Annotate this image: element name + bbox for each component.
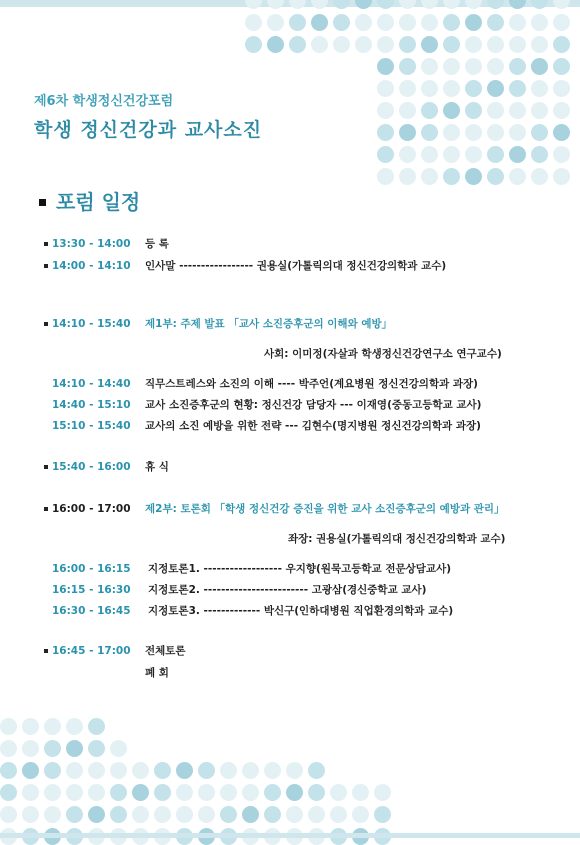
- decor-dot: [110, 762, 127, 779]
- decor-dot: [245, 36, 262, 53]
- decor-dot: [311, 14, 328, 31]
- decor-dot: [308, 784, 325, 801]
- decor-dot: [44, 806, 61, 823]
- row-time: 15:10 - 15:40: [52, 420, 131, 432]
- bottom-decor-bar: [0, 833, 580, 838]
- decor-dot: [245, 0, 262, 9]
- decor-dot: [0, 762, 17, 779]
- decor-dot: [264, 762, 281, 779]
- row-time: 14:10 - 14:40: [52, 378, 131, 390]
- decor-dot: [553, 80, 570, 97]
- decor-dot: [44, 740, 61, 757]
- decor-dot: [465, 168, 482, 185]
- decor-dot: [377, 168, 394, 185]
- decor-dot: [264, 784, 281, 801]
- decor-dot: [531, 58, 548, 75]
- decor-dot: [330, 806, 347, 823]
- decor-dot: [509, 124, 526, 141]
- decor-dot: [487, 102, 504, 119]
- decor-dot: [487, 146, 504, 163]
- decor-dot: [88, 740, 105, 757]
- decor-dot: [333, 14, 350, 31]
- decor-dot: [242, 784, 259, 801]
- decor-dot: [220, 762, 237, 779]
- decor-dot: [176, 806, 193, 823]
- decor-dot: [443, 58, 460, 75]
- section-title: 포럼 일정: [56, 190, 141, 214]
- decor-dot: [443, 124, 460, 141]
- row-bullet: [44, 465, 48, 469]
- decor-dot: [399, 102, 416, 119]
- decor-dot: [355, 0, 372, 9]
- decor-dot: [553, 0, 570, 9]
- decor-dot: [264, 806, 281, 823]
- decor-dot: [0, 718, 17, 735]
- decor-dot: [421, 0, 438, 9]
- row-bullet: [44, 242, 48, 246]
- row-text: 인사말 ----------------- 권용실(가톨릭의대 정신건강의학과 교수): [145, 260, 447, 272]
- decor-dot: [465, 36, 482, 53]
- decor-dot: [286, 784, 303, 801]
- decor-dot: [531, 0, 548, 9]
- decor-dot: [421, 14, 438, 31]
- decor-dot: [267, 0, 284, 9]
- decor-dot: [487, 0, 504, 9]
- decor-dot: [0, 784, 17, 801]
- row-text: 교사 소진증후군의 현황: 정신건강 담당자 --- 이재영(중동고등학교 교사): [145, 399, 482, 411]
- decor-dot: [377, 14, 394, 31]
- decor-dot: [330, 784, 347, 801]
- decor-dot: [88, 718, 105, 735]
- decor-dot: [377, 102, 394, 119]
- decor-dot: [176, 784, 193, 801]
- decor-dot: [531, 124, 548, 141]
- row-text: 지정토론1. ------------------ 우지향(원묵고등학교 전문상담교사): [148, 563, 452, 575]
- decor-dot: [443, 146, 460, 163]
- decor-dot: [465, 124, 482, 141]
- decor-dot: [22, 784, 39, 801]
- decor-dot: [66, 718, 83, 735]
- decor-dot: [154, 784, 171, 801]
- decor-dot: [509, 14, 526, 31]
- decor-dot: [88, 762, 105, 779]
- row-text: 직무스트레스와 소진의 이해 ---- 박주언(계요병원 정신건강의학과 과장): [145, 378, 478, 390]
- row-bullet: [44, 322, 48, 326]
- decor-dot: [421, 58, 438, 75]
- decor-dot: [553, 124, 570, 141]
- decor-dot: [553, 14, 570, 31]
- row-bullet: [44, 264, 48, 268]
- decor-dot: [377, 0, 394, 9]
- decor-dot: [154, 806, 171, 823]
- decor-dot: [132, 762, 149, 779]
- decor-dot: [44, 718, 61, 735]
- decor-dot: [465, 80, 482, 97]
- decor-dot: [286, 762, 303, 779]
- decor-dot: [44, 762, 61, 779]
- row-text: 휴 식: [145, 461, 169, 473]
- decor-dot: [22, 740, 39, 757]
- part2-chair: 좌장: 권용실(가톨릭의대 정신건강의학과 교수): [288, 533, 506, 545]
- decor-dot: [289, 0, 306, 9]
- row-text: 지정토론3. ------------- 박신구(인하대병원 직업환경의학과 교수): [148, 605, 454, 617]
- decor-dot: [22, 762, 39, 779]
- decor-dot: [220, 784, 237, 801]
- decor-dot: [286, 806, 303, 823]
- decor-dot: [443, 14, 460, 31]
- decor-dot: [289, 14, 306, 31]
- decor-dot: [399, 124, 416, 141]
- closing: 폐 회: [145, 667, 169, 679]
- decor-dot: [465, 146, 482, 163]
- decor-dot: [267, 36, 284, 53]
- decor-dot: [0, 740, 17, 757]
- decor-dot: [531, 146, 548, 163]
- decor-dot: [245, 14, 262, 31]
- row-time: 16:45 - 17:00: [52, 645, 131, 657]
- decor-dot: [374, 806, 391, 823]
- decor-dot: [355, 14, 372, 31]
- decor-dot: [242, 806, 259, 823]
- row-text: 지정토론2. ------------------------ 고광삼(경신중학교 교사): [148, 584, 427, 596]
- decor-dot: [465, 58, 482, 75]
- decor-dot: [509, 168, 526, 185]
- row-time: 14:10 - 15:40: [52, 318, 131, 330]
- decor-dot: [308, 762, 325, 779]
- decor-dot: [0, 806, 17, 823]
- row-time: 13:30 - 14:00: [52, 238, 131, 250]
- decor-dot: [176, 762, 193, 779]
- decor-dot: [377, 36, 394, 53]
- row-text: 제1부: 주제 발표 「교사 소진증후군의 이해와 예방」: [145, 318, 393, 330]
- decor-dot: [465, 0, 482, 9]
- decor-dot: [443, 36, 460, 53]
- decor-dot: [421, 80, 438, 97]
- decor-dot: [465, 14, 482, 31]
- decor-dot: [443, 80, 460, 97]
- decor-dot: [399, 146, 416, 163]
- decor-dot: [198, 806, 215, 823]
- decor-dot: [352, 784, 369, 801]
- decor-dot: [399, 14, 416, 31]
- decor-dot: [333, 36, 350, 53]
- decor-dot: [355, 36, 372, 53]
- decor-dot: [110, 740, 127, 757]
- decor-dot: [553, 58, 570, 75]
- forum-title: 학생 정신건강과 교사소진: [34, 119, 263, 141]
- decor-dot: [399, 0, 416, 9]
- decor-dot: [399, 58, 416, 75]
- decor-dot: [352, 806, 369, 823]
- forum-subtitle: 제6차 학생정신건강포럼: [34, 94, 174, 109]
- decor-dot: [509, 0, 526, 9]
- decor-dot: [421, 168, 438, 185]
- row-time: 16:00 - 16:15: [52, 563, 131, 575]
- decor-dot: [509, 36, 526, 53]
- decor-dot: [66, 784, 83, 801]
- decor-dot: [132, 806, 149, 823]
- decor-dot: [377, 124, 394, 141]
- row-time: 16:30 - 16:45: [52, 605, 131, 617]
- decor-dot: [531, 168, 548, 185]
- decor-dot: [421, 102, 438, 119]
- decor-dot: [531, 102, 548, 119]
- decor-dot: [487, 80, 504, 97]
- decor-dot: [110, 784, 127, 801]
- decor-dot: [311, 0, 328, 9]
- decor-dot: [531, 80, 548, 97]
- decor-dot: [88, 784, 105, 801]
- decor-dot: [377, 80, 394, 97]
- decor-dot: [110, 806, 127, 823]
- decor-dot: [487, 14, 504, 31]
- decor-dot: [399, 36, 416, 53]
- decor-dot: [509, 80, 526, 97]
- decor-dot: [66, 806, 83, 823]
- decor-dot: [531, 14, 548, 31]
- decor-dot: [311, 36, 328, 53]
- row-text: 제2부: 토론회 「학생 정신건강 증진을 위한 교사 소진증후군의 예방과 관리」: [145, 503, 505, 515]
- decor-dot: [267, 14, 284, 31]
- row-text: 등 록: [145, 238, 169, 250]
- decor-dot: [22, 806, 39, 823]
- decor-dot: [421, 36, 438, 53]
- decor-dot: [553, 168, 570, 185]
- decor-dot: [443, 102, 460, 119]
- decor-dot: [399, 168, 416, 185]
- part1-moderator: 사회: 이미정(자살과 학생정신건강연구소 연구교수): [264, 348, 502, 360]
- decor-dot: [242, 762, 259, 779]
- decor-dot: [220, 806, 237, 823]
- row-bullet: [44, 649, 48, 653]
- decor-dot: [553, 102, 570, 119]
- row-time: 14:00 - 14:10: [52, 260, 131, 272]
- row-text: 전체토론: [145, 645, 186, 657]
- decor-dot: [443, 0, 460, 9]
- decor-dot: [487, 168, 504, 185]
- decor-dot: [198, 762, 215, 779]
- decor-dot: [553, 36, 570, 53]
- decor-dot: [66, 762, 83, 779]
- row-time: 15:40 - 16:00: [52, 461, 131, 473]
- decor-dot: [553, 146, 570, 163]
- decor-dot: [132, 784, 149, 801]
- decor-dot: [421, 124, 438, 141]
- decor-dot: [509, 146, 526, 163]
- row-time: 16:15 - 16:30: [52, 584, 131, 596]
- decor-dot: [374, 784, 391, 801]
- decor-dot: [333, 0, 350, 9]
- decor-dot: [421, 146, 438, 163]
- decor-dot: [531, 36, 548, 53]
- decor-dot: [289, 36, 306, 53]
- decor-dot: [487, 124, 504, 141]
- decor-dot: [377, 146, 394, 163]
- decor-dot: [88, 806, 105, 823]
- decor-dot: [154, 762, 171, 779]
- decor-dot: [509, 58, 526, 75]
- row-text: 교사의 소진 예방을 위한 전략 --- 김현수(명지병원 정신건강의학과 과장): [145, 420, 481, 432]
- decor-dot: [509, 102, 526, 119]
- dot-pattern-bottom-left: [0, 700, 580, 838]
- decor-dot: [22, 718, 39, 735]
- decor-dot: [443, 168, 460, 185]
- decor-dot: [44, 784, 61, 801]
- decor-dot: [377, 58, 394, 75]
- decor-dot: [487, 58, 504, 75]
- row-time: 16:00 - 17:00: [52, 503, 131, 515]
- decor-dot: [465, 102, 482, 119]
- decor-dot: [487, 36, 504, 53]
- decor-dot: [399, 80, 416, 97]
- row-bullet: [44, 507, 48, 511]
- row-time: 14:40 - 15:10: [52, 399, 131, 411]
- section-bullet: [39, 199, 46, 206]
- decor-dot: [308, 806, 325, 823]
- decor-dot: [66, 740, 83, 757]
- decor-dot: [198, 784, 215, 801]
